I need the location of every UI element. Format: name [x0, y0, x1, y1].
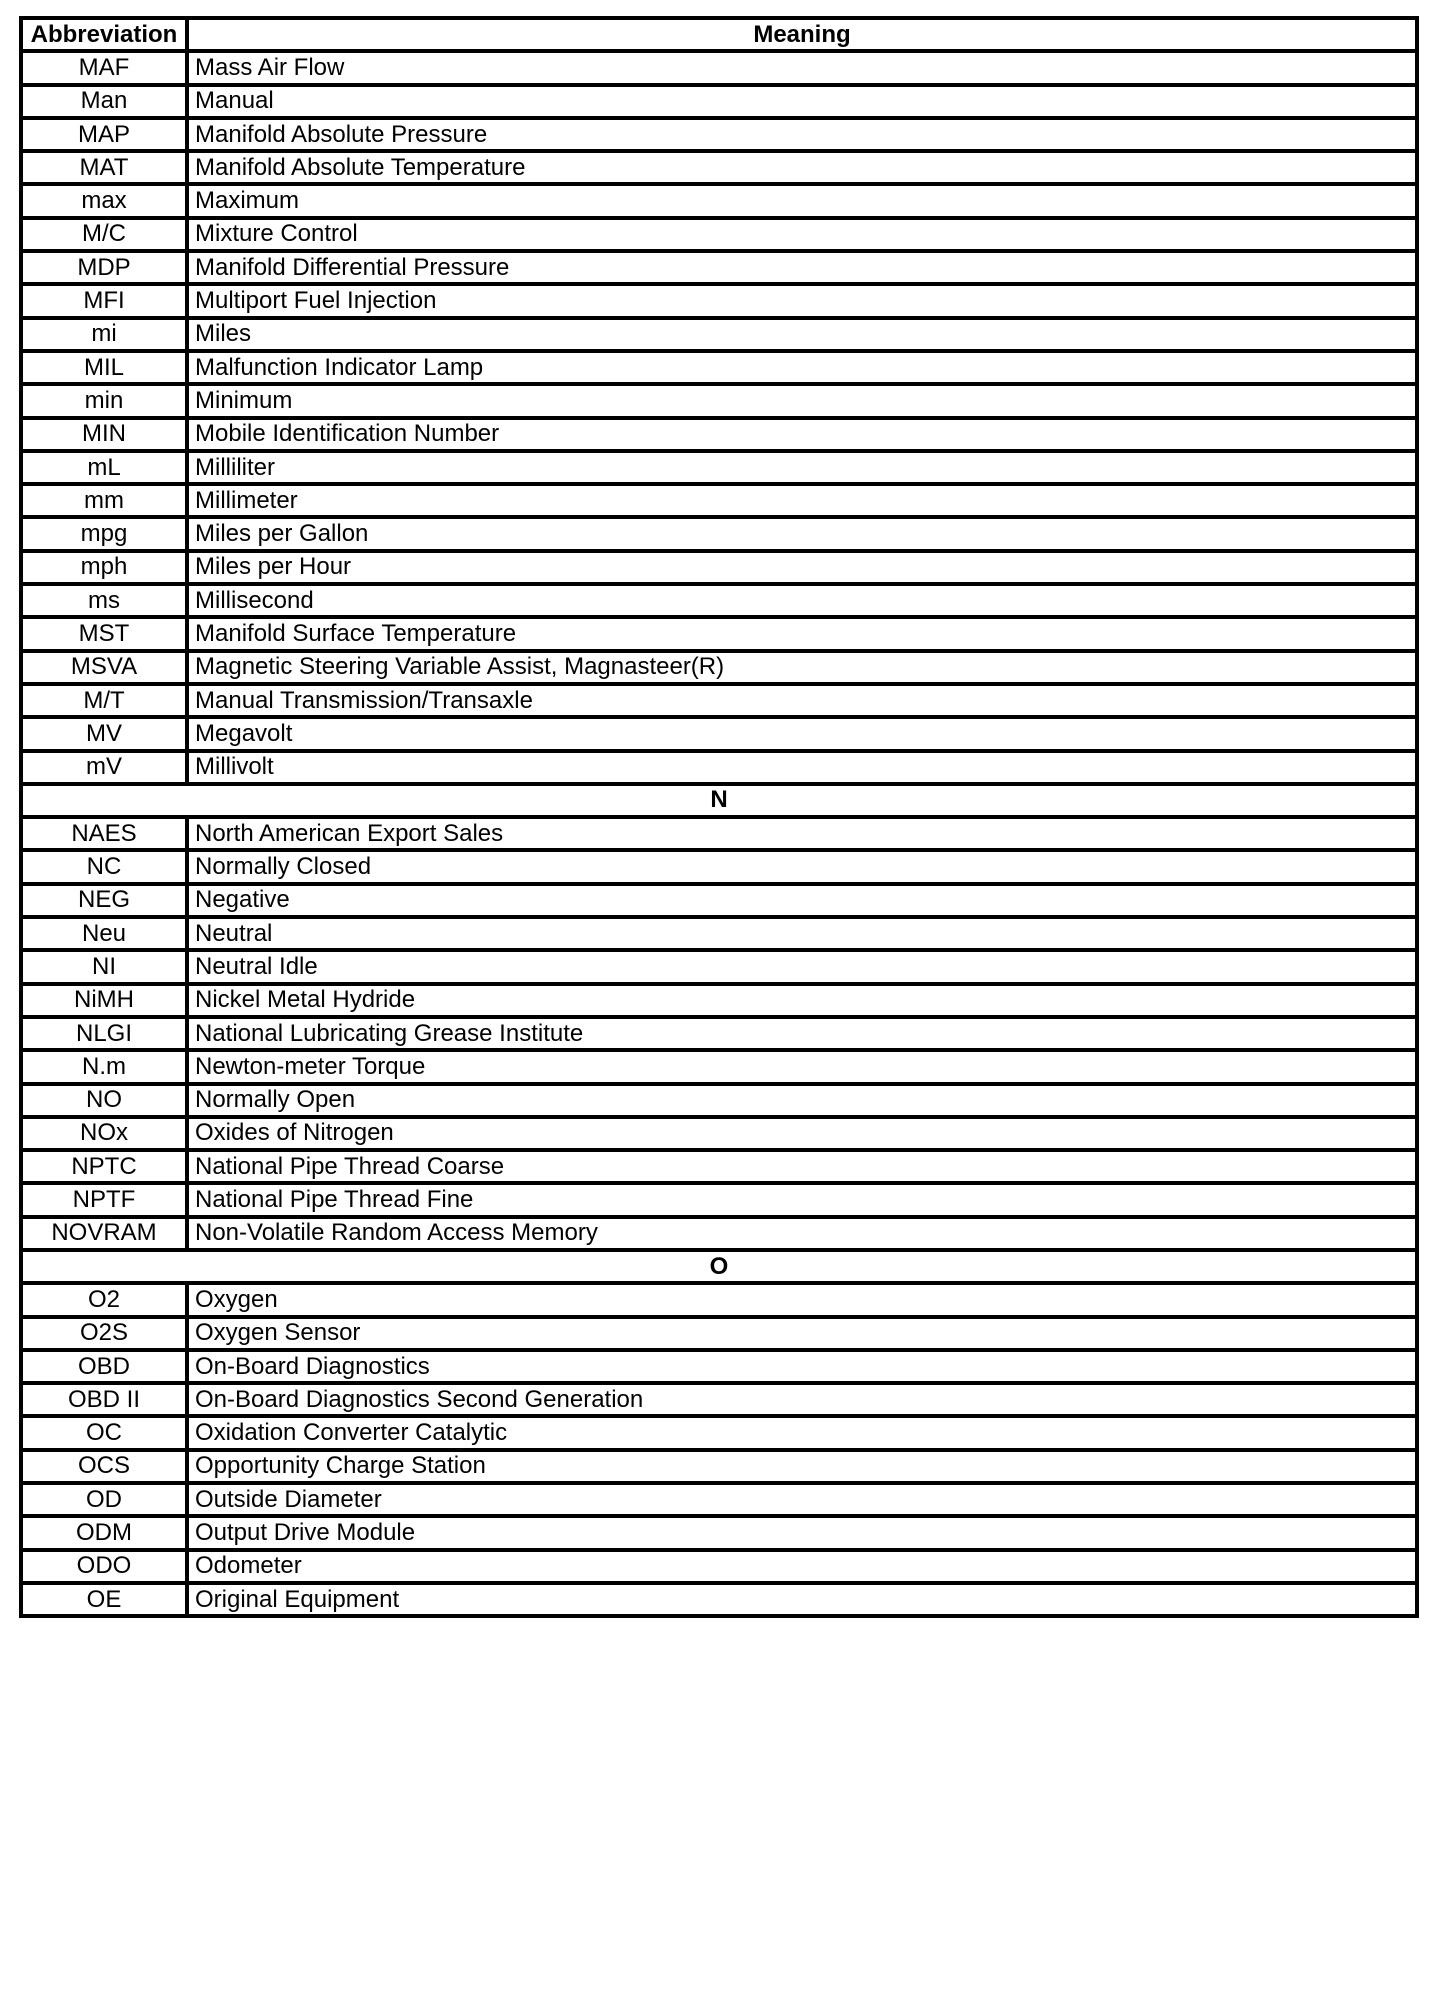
table-row	[21, 817, 1417, 850]
meaning-cell: On-Board Diagnostics Second Generation	[187, 1383, 1417, 1416]
table-row	[21, 717, 1417, 750]
meaning-cell: Malfunction Indicator Lamp	[187, 351, 1417, 384]
meaning-cell: Odometer	[187, 1550, 1417, 1583]
abbreviation-cell: ODM	[21, 1516, 187, 1549]
table-row	[21, 151, 1417, 184]
abbreviation-cell: NOVRAM	[21, 1217, 187, 1250]
abbreviation-cell: NC	[21, 850, 187, 883]
table-row	[21, 884, 1417, 917]
meaning-cell: Manual	[187, 85, 1417, 118]
table-row	[21, 917, 1417, 950]
meaning-cell: Normally Open	[187, 1084, 1417, 1117]
header-meaning: Meaning	[187, 18, 1417, 51]
abbreviation-cell: NAES	[21, 817, 187, 850]
table-row	[21, 1217, 1417, 1250]
table-row	[21, 1150, 1417, 1183]
section-row	[21, 784, 1417, 817]
meaning-cell: Outside Diameter	[187, 1483, 1417, 1516]
table-row	[21, 1550, 1417, 1583]
meaning-cell: Newton-meter Torque	[187, 1050, 1417, 1083]
section-row	[21, 1250, 1417, 1283]
table-row	[21, 950, 1417, 983]
table-row	[21, 617, 1417, 650]
abbreviation-cell: mi	[21, 318, 187, 351]
abbreviation-cell: NPTF	[21, 1183, 187, 1216]
meaning-cell: Multiport Fuel Injection	[187, 284, 1417, 317]
table-row	[21, 118, 1417, 151]
meaning-cell: Nickel Metal Hydride	[187, 984, 1417, 1017]
meaning-cell: Millisecond	[187, 584, 1417, 617]
abbreviation-cell: Neu	[21, 917, 187, 950]
meaning-cell: Manifold Absolute Temperature	[187, 151, 1417, 184]
abbreviation-cell: OC	[21, 1416, 187, 1449]
table-row	[21, 1050, 1417, 1083]
abbreviation-cell: NI	[21, 950, 187, 983]
meaning-cell: Manifold Absolute Pressure	[187, 118, 1417, 151]
abbreviation-cell: MAT	[21, 151, 187, 184]
abbreviation-table-container	[19, 16, 1415, 1618]
table-row	[21, 1183, 1417, 1216]
meaning-cell: Mixture Control	[187, 218, 1417, 251]
meaning-cell: Normally Closed	[187, 850, 1417, 883]
meaning-cell: Opportunity Charge Station	[187, 1450, 1417, 1483]
table-row	[21, 1416, 1417, 1449]
meaning-cell: Mobile Identification Number	[187, 418, 1417, 451]
abbreviation-cell: NLGI	[21, 1017, 187, 1050]
table-row	[21, 318, 1417, 351]
abbreviation-cell: OCS	[21, 1450, 187, 1483]
meaning-cell: Magnetic Steering Variable Assist, Magnasteer(R)	[187, 651, 1417, 684]
table-row	[21, 1117, 1417, 1150]
meaning-cell: Minimum	[187, 384, 1417, 417]
abbreviation-cell: mpg	[21, 517, 187, 550]
meaning-cell: Miles per Hour	[187, 551, 1417, 584]
table-row	[21, 284, 1417, 317]
abbreviation-cell: MSVA	[21, 651, 187, 684]
abbreviation-cell: ms	[21, 584, 187, 617]
abbreviation-cell: MFI	[21, 284, 187, 317]
abbreviation-cell: MV	[21, 717, 187, 750]
table-row	[21, 584, 1417, 617]
abbreviation-cell: MDP	[21, 251, 187, 284]
meaning-cell: Output Drive Module	[187, 1516, 1417, 1549]
abbreviation-cell: ODO	[21, 1550, 187, 1583]
table-row	[21, 484, 1417, 517]
abbreviation-cell: mph	[21, 551, 187, 584]
meaning-cell: Manual Transmission/Transaxle	[187, 684, 1417, 717]
meaning-cell: Millivolt	[187, 751, 1417, 784]
meaning-cell: National Lubricating Grease Institute	[187, 1017, 1417, 1050]
header-abbreviation: Abbreviation	[21, 18, 187, 51]
meaning-cell: Megavolt	[187, 717, 1417, 750]
meaning-cell: Milliliter	[187, 451, 1417, 484]
meaning-cell: Original Equipment	[187, 1583, 1417, 1616]
abbreviation-cell: N.m	[21, 1050, 187, 1083]
table-row	[21, 384, 1417, 417]
table-row	[21, 684, 1417, 717]
table-row	[21, 1483, 1417, 1516]
meaning-cell: Mass Air Flow	[187, 51, 1417, 84]
abbreviation-cell: M/C	[21, 218, 187, 251]
table-row	[21, 184, 1417, 217]
abbreviation-cell: M/T	[21, 684, 187, 717]
meaning-cell: Oxides of Nitrogen	[187, 1117, 1417, 1150]
table-row	[21, 351, 1417, 384]
meaning-cell: Oxidation Converter Catalytic	[187, 1416, 1417, 1449]
table-row	[21, 85, 1417, 118]
abbreviation-cell: NPTC	[21, 1150, 187, 1183]
table-row	[21, 751, 1417, 784]
abbreviation-cell: OBD	[21, 1350, 187, 1383]
section-heading: O	[21, 1250, 1417, 1283]
abbreviation-cell: MAP	[21, 118, 187, 151]
table-row	[21, 651, 1417, 684]
abbreviation-cell: mm	[21, 484, 187, 517]
abbreviation-cell: NO	[21, 1084, 187, 1117]
meaning-cell: Non-Volatile Random Access Memory	[187, 1217, 1417, 1250]
table-row	[21, 850, 1417, 883]
table-row	[21, 1450, 1417, 1483]
abbreviation-cell: OD	[21, 1483, 187, 1516]
meaning-cell: On-Board Diagnostics	[187, 1350, 1417, 1383]
table-row	[21, 551, 1417, 584]
table-row	[21, 1516, 1417, 1549]
abbreviation-cell: min	[21, 384, 187, 417]
meaning-cell: Maximum	[187, 184, 1417, 217]
meaning-cell: Neutral	[187, 917, 1417, 950]
meaning-cell: National Pipe Thread Coarse	[187, 1150, 1417, 1183]
abbreviation-cell: max	[21, 184, 187, 217]
abbreviation-cell: O2	[21, 1283, 187, 1316]
header-row	[21, 18, 1417, 51]
abbreviation-cell: O2S	[21, 1317, 187, 1350]
abbreviation-cell: MST	[21, 617, 187, 650]
table-row	[21, 984, 1417, 1017]
abbreviation-cell: Man	[21, 85, 187, 118]
table-body	[21, 51, 1417, 1616]
abbreviation-cell: OE	[21, 1583, 187, 1616]
table-row	[21, 1017, 1417, 1050]
meaning-cell: Manifold Differential Pressure	[187, 251, 1417, 284]
meaning-cell: Manifold Surface Temperature	[187, 617, 1417, 650]
table-row	[21, 1084, 1417, 1117]
table-row	[21, 1383, 1417, 1416]
meaning-cell: Miles per Gallon	[187, 517, 1417, 550]
abbreviation-cell: NEG	[21, 884, 187, 917]
table-row	[21, 218, 1417, 251]
table-row	[21, 1317, 1417, 1350]
abbreviation-table	[19, 16, 1419, 1618]
table-row	[21, 1583, 1417, 1616]
meaning-cell: Oxygen Sensor	[187, 1317, 1417, 1350]
abbreviation-cell: NiMH	[21, 984, 187, 1017]
table-row	[21, 517, 1417, 550]
meaning-cell: North American Export Sales	[187, 817, 1417, 850]
abbreviation-cell: MIN	[21, 418, 187, 451]
table-row	[21, 1283, 1417, 1316]
table-row	[21, 51, 1417, 84]
abbreviation-cell: mV	[21, 751, 187, 784]
abbreviation-cell: OBD II	[21, 1383, 187, 1416]
abbreviation-cell: MAF	[21, 51, 187, 84]
meaning-cell: Negative	[187, 884, 1417, 917]
table-row	[21, 451, 1417, 484]
meaning-cell: Neutral Idle	[187, 950, 1417, 983]
meaning-cell: Millimeter	[187, 484, 1417, 517]
table-row	[21, 1350, 1417, 1383]
abbreviation-cell: MIL	[21, 351, 187, 384]
abbreviation-cell: NOx	[21, 1117, 187, 1150]
table-row	[21, 251, 1417, 284]
section-heading: N	[21, 784, 1417, 817]
table-header	[21, 18, 1417, 51]
table-row	[21, 418, 1417, 451]
meaning-cell: National Pipe Thread Fine	[187, 1183, 1417, 1216]
abbreviation-cell: mL	[21, 451, 187, 484]
meaning-cell: Oxygen	[187, 1283, 1417, 1316]
meaning-cell: Miles	[187, 318, 1417, 351]
